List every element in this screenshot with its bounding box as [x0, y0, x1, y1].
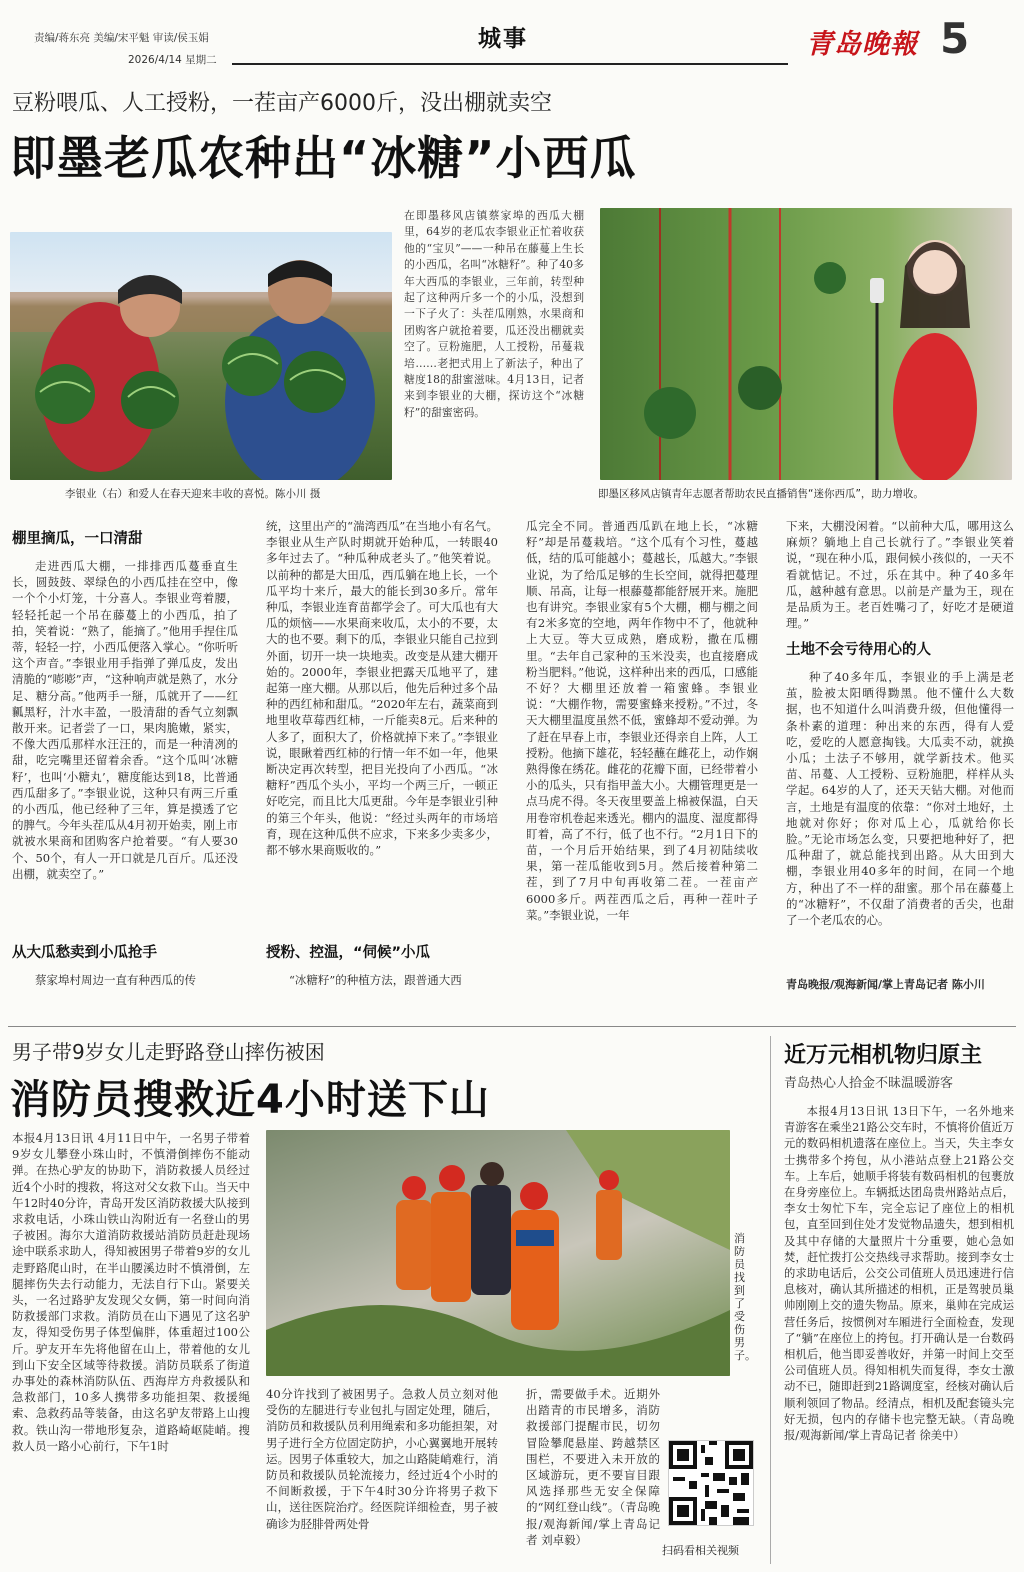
page-number: 5 [940, 14, 970, 63]
column-divider [770, 1036, 771, 1564]
story1-column-1 [12, 520, 238, 1020]
story1-col1-text2: 蔡家埠村周边一直有种西瓜的传 [35, 973, 196, 987]
story1-byline: 青岛晚报/观海新闻/掌上青岛记者 陈小川 [786, 978, 985, 991]
qr-code[interactable] [668, 1440, 754, 1526]
qr-label: 扫码看相关视频 [662, 1544, 739, 1557]
story2-headline: 消防员搜救近4小时送下山 [10, 1077, 490, 1123]
story2-column-3: 折，需要做手术。近期外出踏青的市民增多，消防救援部门提醒市民，切勿冒险攀爬悬崖、跨越禁区围栏，不要进入未开放的区域游玩，更不要盲目跟风选择那些无安全保障的“网红登山线”。（青岛晚报/观海新闻/掌上青岛记者 刘卓毅） [526, 1387, 660, 1547]
story1-col2-text2: “冰糖籽”的种植方法，跟普通大西 [289, 973, 462, 987]
newspaper-logo: 青岛晚報 [806, 29, 918, 60]
story1-col4-text: 下来，大棚没闲着。“以前种大瓜，哪用这么麻烦？躺地上自己长就行了。”李银业笑着说，“现在种小瓜，跟伺候小孩似的，一天不看就惦记。不过，乐在其中。种了40多年瓜，越种越有意思。以前是产量为王，现在是品质为王。老百姓嘴刁了，好吃才是硬道理。” [786, 519, 1014, 631]
story1-headline: 即墨老瓜农种出“冰糖”小西瓜 [10, 131, 637, 185]
editors-line: 责编/蒋东亮 美编/宋平魁 审读/侯玉娟 [34, 32, 209, 44]
story2-column-1: 本报4月13日讯 4月11日中午，一名男子带着9岁女儿攀登小珠山时，不慎滑倒摔伤不能动弹。在热心驴友的协助下，消防救援人员经过近4个小时的搜救，将这对父女救下山。当天中午12时40分许，青岛开发区消防救援大队接到求救电话，小珠山铁山沟附近有一名登山的男子被困。海尔大道消防救援站消防员赶赴现场途中联系求助人，得知被困男子带着9岁的女儿走野路爬山时，在半山腰溪边时不慎滑倒，左腿摔伤失去行动能力，无法自行下山。紧要关头，一名过路驴友发现父女俩，第一时间向消防救援部门求救。消防员在山下遇见了这名驴友，得知受伤男子体型偏胖，体重超过100公斤。驴友开车先将他留在山上，带着他的女儿到山下安全区域等待救援。消防员联系了街道办事处的森林消防队伍、西海岸方舟救援队和急救部门，10多人携带多功能担架、救援绳索、急救药品等装备，由这名驴友带路上山搜救。铁山沟一带地形复杂，道路崎岖陡峭。搜救人员一路小心前行，下午1时 [12, 1131, 250, 1453]
story1-col2-text: 统，这里出产的“湍湾西瓜”在当地小有名气。李银业从生产队时期就开始种瓜，一转眼40多年过去了。“种瓜种成老头了。”他笑着说。以前种的都是大田瓜，西瓜躺在地上长，一个瓜平均十来斤，最大的能长到30多斤。常年种瓜，李银业连育苗都学会了。可大瓜也有大瓜的烦恼——水果商来收瓜，太小的不要，太大的也不要。剩下的瓜，李银业只能自己拉到外面，切开一块一块地卖。改变是从建大棚开始的。2000年，李银业把露天瓜地平了，建起第一座大棚。从那以后，他先后种过多个品种的西红柿和甜瓜。“2020年左右，蔬菜商到地里收草莓西红柿，一斤能卖8元。后来种的人多了，面积大了，价格就掉下来了。”李银业说，眼瞅着西红柿的行情一年不如一年，他果断决定再次转型，把目光投向了小西瓜。“冰糖籽”西瓜个头小，平均一个两三斤，一顿正好吃完，而且比大瓜更甜。今年是李银业引种的第三个年头，他说：“经过头两年的市场培育，现在这种瓜供不应求，下来多少卖多少，都不够水果商贩收的。” [266, 519, 498, 858]
story1-column-3: 瓜完全不同。普通西瓜趴在地上长，“冰糖籽”却是吊蔓栽培。“这个瓜有个习性，蔓越低，结的瓜可能越小；蔓越长，瓜越大。”李银业说，为了给瓜足够的生长空间，就得把蔓理顺、吊高，让每一根藤蔓都能舒展开来。施肥也有讲究。李银业家有5个大棚，棚与棚之间有2米多宽的空地，两年作物中不了，他就种上大豆。等大豆成熟，磨成粉，撒在瓜棚里。“去年自己家种的玉米没卖，也直接磨成粉当肥料。”他说，这样种出来的西瓜，口感能不好？大棚里还放着一箱蜜蜂。李银业说：“大棚作物，需要蜜蜂来授粉。”不过，冬天大棚里温度虽然不低，蜜蜂却不爱动弹。为了赶在早春上市，李银业还得亲自上阵，人工授粉。他摘下雄花，轻轻蘸在雌花上，动作娴熟得像在绣花。雌花的花瓣下面，已经带着小小的瓜头，只有指甲盖大小。大棚管理更是一点马虎不得。冬天夜里要盖上棉被保温，白天用卷帘机卷起来透光。棚内的温度、湿度都得盯着，高了不行，低了也不行。“2月1日下的苗，一个月后开始结果，到了4月初陆续收果，第一茬瓜能收到5月。然后接着种第二茬，到了7月中旬再收第二茬。一茬亩产6000多斤。两茬西瓜之后，再种一茬叶子菜。”李银业说，一年 [526, 519, 758, 922]
section-divider [8, 1026, 1016, 1027]
photo1-caption: 李银业（右）和爱人在春天迎来丰收的喜悦。陈小川 摄 [65, 488, 321, 500]
story2-photo-caption: 消防员找到了受伤男子。 [734, 1232, 756, 1362]
section-title: 城事 [478, 26, 528, 52]
story2-kicker: 男子带9岁女儿走野路登山摔伤被困 [12, 1040, 325, 1064]
header-rule [232, 63, 788, 65]
story1-column-4 [786, 518, 1014, 1018]
story1-kicker: 豆粉喂瓜、人工授粉，一茬亩产6000斤，没出棚就卖空 [12, 91, 552, 116]
story1-col4-text2: 种了40多年瓜，李银业的手上满是老茧，脸被太阳晒得黝黑。他不懂什么大数据，也不知道什么叫消费升级，但他懂得一条朴素的道理：种出来的东西，得有人爱吃，爱吃的人愿意掏钱。大瓜卖不动，就换小瓜；土法子不够用，就学新技术。他买苗、吊蔓、人工授粉、豆粉施肥，样样从头学起。64岁的人了，还天天钻大棚。对他而言，土地是有温度的依靠：“你对土地好，土地就对你好；你对瓜上心，瓜就给你长脸。”无论市场怎么变，只要把地种好了，把瓜种甜了，就总能找到出路。从大田到大棚，李银业用40多年的时间，在同一个地方，种出了不一样的甜蜜。那个吊在藤蔓上的“冰糖籽”，不仅甜了消费者的舌尖，也甜了一个老瓜农的心。 [786, 670, 1014, 928]
story3-subhead: 青岛热心人拾金不昧温暖游客 [784, 1076, 954, 1091]
photo-farmers-illustration [10, 232, 392, 480]
story1-col1-text: 走进西瓜大棚，一排排西瓜蔓垂直生长，圆鼓鼓、翠绿色的小西瓜挂在空中，像一个个小灯笼，十分喜人。李银业弯着腰，轻轻托起一个吊在藤蔓上的小西瓜，拍了拍，笑着说：“熟了，能摘了。”他用手捏住瓜蒂，轻轻一拧，小西瓜便落入掌心。“你听听这个声音。”李银业用手指弹了弹瓜皮，发出清脆的“嘭嘭”声，“这种响声就是熟了，水分足、糖分高。”他两手一掰，瓜就开了——红瓤黑籽，汁水丰盈，一股清甜的香气立刻飘散开来。记者尝了一口，果肉脆嫩，紧实，不像大西瓜那样水汪汪的，而是一种清冽的甜，吃完嘴里还留着余香。“这个瓜叫‘冰糖籽’，也叫‘小糖丸’，糖度能达到18，比普通西瓜甜多了。”李银业说，这种只有两三斤重的小西瓜，他已经种了三年，算是摸透了它的脾气。今年头茬瓜从4月初开始卖，刚上市就被水果商和团购客户抢着要。“有人要30个、50个，有人一开口就是几百斤。瓜还没出棚，就卖空了。” [12, 559, 238, 881]
story3-headline: 近万元相机物归原主 [784, 1043, 983, 1068]
story1-subhead-2: 从大瓜愁卖到小瓜抢手 [12, 945, 157, 961]
story1-column-2 [266, 518, 498, 1018]
story1-lead: 在即墨移风店镇蔡家埠的西瓜大棚里，64岁的老瓜农李银业正忙着收获他的“宝贝”——一种吊在藤蔓上生长的小西瓜，名叫“冰糖籽”。种了40多年大西瓜的李银业，三年前，转型种起了这种两斤多一个的小瓜，没想到一下子火了：头茬瓜刚熟，水果商和团购客户就抢着要，瓜还没出棚就卖空了。豆粉施肥，人工授粉，吊蔓栽培……老把式用上了新法子，种出了糖度18的甜蜜滋味。4月13日，记者来到李银业的大棚，探访这个“冰糖籽”的甜蜜密码。 [404, 209, 584, 419]
photo-livestream-volunteer [600, 208, 1012, 480]
qr-code-icon [669, 1441, 753, 1525]
story1-subhead-3: 授粉、控温，“伺候”小瓜 [266, 945, 431, 961]
issue-date: 2026/4/14 星期二 [128, 54, 217, 66]
photo-farmers-with-watermelons [10, 232, 392, 480]
photo2-caption: 即墨区移风店镇青年志愿者帮助农民直播销售“迷你西瓜”，助力增收。 [598, 488, 924, 500]
story3-body: 本报4月13日讯 13日下午，一名外地来青游客在乘坐21路公交车时，不慎将价值近万元的数码相机遗落在座位上。当天，失主李女士携带多个挎包，从小港站点登上21路公交车。上车后，她顺手将装有数码相机的包裹放在身旁座位上。车辆抵达团岛贵州路站点后，李女士匆忙下车，完全忘记了座位上的相机包，直至回到住处才发觉物品遗失，想到相机及其中存储的大量照片十分重要，她心急如焚，赶忙拨打公交热线寻求帮助。接到李女士的求助电话后，公交公司值班人员迅速进行信息核对，确认其所描述的相机，正是驾驶员巢帅刚刚上交的遗失物品。原来，巢帅在完成运营任务后，按惯例对车厢进行全面检查，发现了“躺”在座位上的挎包。打开确认是一台数码相机后，他当即妥善收好，并第一时间上交至公司值班人员。得知相机失而复得，李女士激动不已，随即赶到21路调度室，经核对确认后顺利领回了物品。经清点，相机及配套镜头完好无损，包内的存储卡也完整无缺。（青岛晚报/观海新闻/掌上青岛记者 徐美中） [784, 1105, 1014, 1443]
photo-firefighters-rescue [266, 1130, 730, 1376]
story1-subhead-1: 棚里摘瓜，一口清甜 [12, 531, 143, 547]
photo-livestream-illustration [600, 208, 1012, 480]
story1-subhead-4: 土地不会亏待用心的人 [786, 642, 931, 658]
story2-column-2: 40分许找到了被困男子。急救人员立刻对他受伤的左腿进行专业包扎与固定处理，随后，消防员和救援队员利用绳索和多功能担架，对男子进行全方位固定防护，小心翼翼地开展转运。因男子体重较大，加之山路陡峭难行，消防员和救援队员轮流接力，经过近4个小时的不间断救援，于下午4时30分许将男子救下山，送往医院治疗。经医院详细检查，男子被确诊为胫腓骨两处骨 [266, 1387, 498, 1531]
photo-rescue-illustration [266, 1130, 730, 1376]
